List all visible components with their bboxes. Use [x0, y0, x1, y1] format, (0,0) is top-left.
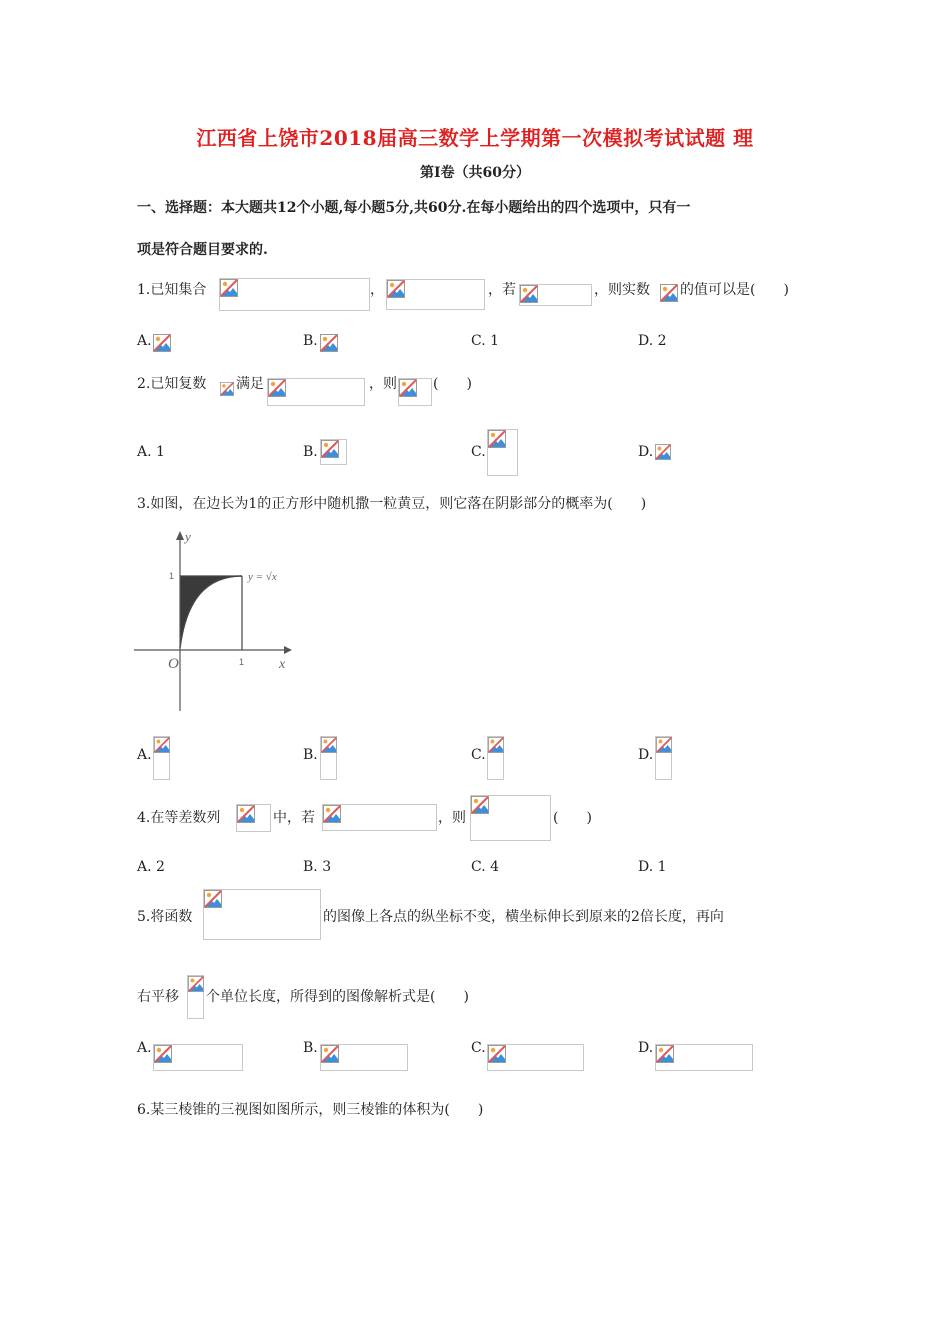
q5-text-1: 5.将函数 [137, 909, 193, 925]
image-icon [220, 382, 234, 396]
q4-option-b: B. 3 [303, 859, 332, 875]
q5-option-a-image [153, 1044, 243, 1071]
q5-formula-function-image [203, 889, 321, 940]
image-icon [488, 737, 504, 753]
image-icon [660, 284, 678, 302]
curve-label: y = √x [248, 571, 277, 583]
q3-option-a-image [153, 736, 170, 780]
q1-text-2: ， [370, 282, 384, 298]
q4-text-2: 中，若 [273, 810, 315, 826]
q1-formula-var-image [660, 284, 678, 302]
q2-option-b-image [320, 439, 347, 465]
q1-option-d: D. 2 [638, 333, 667, 349]
q2-text-3: ，则 [369, 376, 397, 392]
q1-formula-set-a-image [219, 278, 370, 311]
q4-formula-condition-image [322, 804, 437, 831]
image-icon [488, 1045, 506, 1063]
q5-formula-shift-image [187, 975, 204, 1019]
q3-option-d-label: D. [638, 747, 654, 763]
image-icon [268, 379, 286, 397]
q3-figure-sqrt-graph [134, 528, 299, 713]
q5-option-c-label: C. [471, 1040, 486, 1056]
q4-text-1: 4.在等差数列 [137, 810, 221, 826]
image-icon [154, 737, 170, 753]
page-title: 江西省上饶市2018届高三数学上学期第一次模拟考试试题 理 [196, 126, 754, 150]
image-icon [656, 737, 672, 753]
q1-option-a-image [153, 334, 173, 354]
q5-text-4: 个单位长度，所得到的图像解析式是( ) [206, 989, 469, 1005]
q5-option-a-label: A. [137, 1040, 152, 1056]
image-icon [488, 430, 506, 448]
q1-option-b-label: B. [303, 333, 318, 349]
image-icon [387, 280, 405, 298]
paper-subtitle: 第Ⅰ卷（共60分） [419, 165, 531, 181]
section-instructions-line2: 项是符合题目要求的. [137, 242, 268, 258]
q1-option-c: C. 1 [471, 333, 500, 349]
q3-option-b-image [320, 736, 337, 780]
q5-text-3: 右平移 [137, 989, 179, 1005]
image-icon [204, 890, 222, 908]
q2-option-d-label: D. [638, 444, 654, 460]
q5-text-2: 的图像上各点的纵坐标不变，横坐标伸长到原来的2倍长度，再向 [323, 909, 724, 925]
q1-formula-condition-image [519, 284, 592, 306]
q3-option-c-image [487, 736, 504, 780]
image-icon [520, 285, 538, 303]
q1-text-4: ，则实数 [594, 282, 650, 298]
section-instructions-line1: 一、选择题：本大题共12个小题,每小题5分,共60分.在每小题给出的四个选项中，只有一 [137, 200, 691, 216]
q5-option-c-image [487, 1044, 584, 1071]
q4-option-d: D. 1 [638, 859, 667, 875]
q5-option-d-image [655, 1044, 753, 1071]
q5-option-b-label: B. [303, 1040, 318, 1056]
image-icon [220, 279, 238, 297]
q1-option-a-label: A. [137, 333, 152, 349]
q1-text-1: 1.已知集合 [137, 282, 207, 298]
image-icon [237, 805, 255, 823]
q4-formula-result-image [470, 795, 551, 841]
image-icon [323, 805, 341, 823]
y-axis-label: y [185, 529, 191, 544]
q5-option-b-image [320, 1044, 408, 1071]
q6-text: 6.某三棱锥的三视图如图所示，则三棱锥的体积为( ) [137, 1102, 484, 1118]
q2-option-a: A. 1 [137, 444, 165, 460]
image-icon [321, 1045, 339, 1063]
image-icon [153, 334, 171, 352]
q2-formula-equation-image [267, 378, 365, 406]
image-icon [321, 440, 339, 458]
x-axis-arrow [284, 646, 292, 654]
image-icon [399, 379, 417, 397]
q3-text: 3.如图，在边长为1的正方形中随机撒一粒黄豆，则它落在阴影部分的概率为( ) [137, 496, 647, 512]
q2-option-b-label: B. [303, 444, 318, 460]
q4-option-c: C. 4 [471, 859, 500, 875]
x-axis-label: x [279, 657, 286, 672]
q2-option-c-image [487, 429, 518, 476]
q4-formula-sequence-image [236, 804, 271, 832]
image-icon [656, 1045, 674, 1063]
q4-text-3: ，则 [438, 810, 466, 826]
q5-option-d-label: D. [638, 1040, 654, 1056]
q1-option-b-image [320, 334, 340, 354]
q2-formula-z-image [220, 382, 234, 400]
image-icon [321, 737, 337, 753]
q1-text-3: ，若 [488, 282, 516, 298]
q2-option-d-image [655, 444, 671, 462]
q4-text-4: ( ) [553, 810, 592, 826]
image-icon [471, 796, 489, 814]
image-icon [188, 976, 204, 992]
tick-label-y-1: 1 [169, 571, 175, 581]
q2-text-2: 满足 [236, 376, 264, 392]
q1-formula-set-b-image [386, 279, 485, 310]
q1-text-5: 的值可以是( ) [680, 282, 789, 298]
image-icon [655, 444, 671, 460]
origin-label: O [168, 656, 179, 672]
q3-option-a-label: A. [137, 747, 152, 763]
q2-text-4: ( ) [433, 376, 472, 392]
tick-label-x-1: 1 [239, 657, 245, 667]
image-icon [154, 1045, 172, 1063]
image-icon [320, 334, 338, 352]
q3-option-d-image [655, 736, 672, 780]
q4-option-a: A. 2 [137, 859, 165, 875]
q2-text-1: 2.已知复数 [137, 376, 207, 392]
y-axis-arrow [176, 531, 184, 540]
q2-formula-result-image [398, 378, 432, 406]
q3-option-c-label: C. [471, 747, 486, 763]
q2-option-c-label: C. [471, 444, 486, 460]
q3-option-b-label: B. [303, 747, 318, 763]
